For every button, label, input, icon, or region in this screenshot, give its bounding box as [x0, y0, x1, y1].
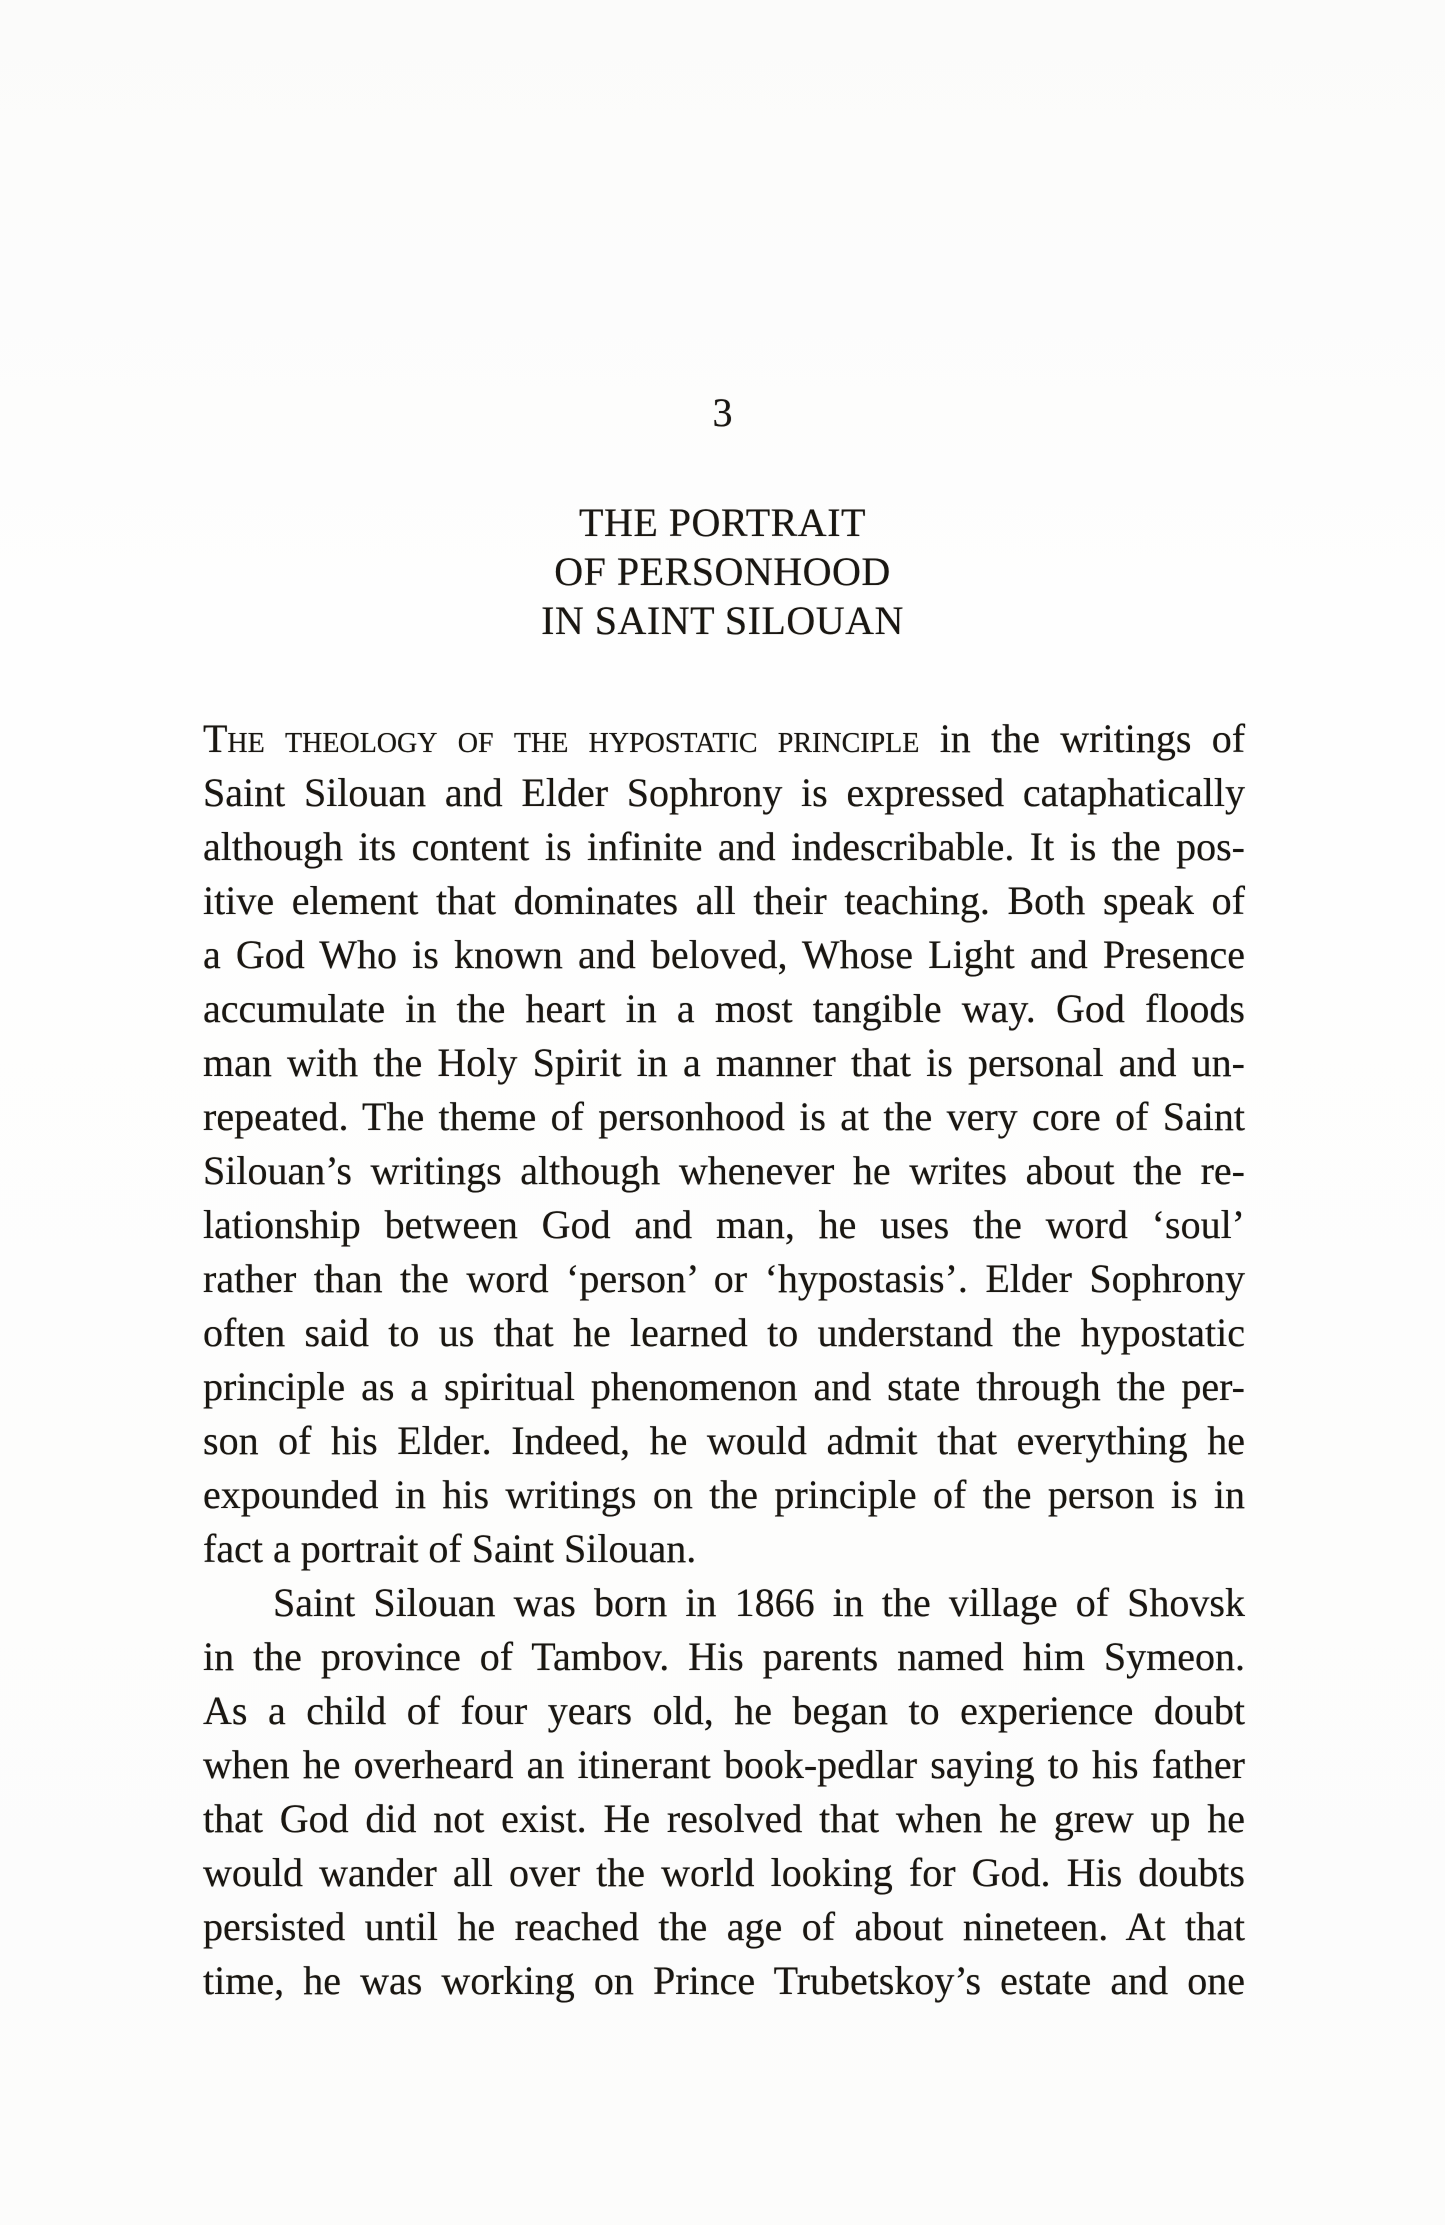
paragraph-2-indented-first-line: Saint Silouan was born in 1866 in the village of Shovsk: [273, 1580, 1245, 1625]
text-line: often said to us that he learned to understand the hypostatic: [203, 1310, 1245, 1355]
paragraph-1-last-line: fact a portrait of Saint Silouan.: [203, 1526, 697, 1571]
text-line: although its content is infinite and indescribable. It is the pos-: [203, 824, 1245, 869]
text-line: lationship between God and man, he uses the word ‘soul’: [203, 1202, 1245, 1247]
text-line: repeated. The theme of personhood is at the very core of Saint: [203, 1094, 1245, 1139]
chapter-title-line: THE PORTRAIT: [579, 500, 866, 545]
text-line: that God did not exist. He resolved that when he grew up he: [203, 1796, 1245, 1841]
text-line: Silouan’s writings although whenever he writes about the re-: [203, 1148, 1245, 1193]
chapter-title-line: OF PERSONHOOD: [554, 549, 891, 594]
chapter-title-line: IN SAINT SILOUAN: [541, 598, 904, 643]
text-line: Saint Silouan and Elder Sophrony is expressed cataphatically: [203, 770, 1245, 815]
paragraph-2-lines: [203, 1630, 1245, 2008]
text-line: rather than the word ‘person’ or ‘hypostasis’. Elder Sophrony: [203, 1256, 1245, 1301]
text-line: persisted until he reached the age of about nineteen. At that: [203, 1904, 1245, 1949]
chapter-title: [0, 498, 1445, 645]
text-line: expounded in his writings on the principle of the person is in: [203, 1472, 1245, 1517]
paragraph-2: [203, 1576, 1245, 2008]
small-caps-lead: The theology of the hypostatic principle: [203, 716, 920, 761]
paragraph-opening-line: [203, 712, 1245, 766]
text-line: accumulate in the heart in a most tangible way. God floods: [203, 986, 1245, 1031]
text-line: man with the Holy Spirit in a manner that is personal and un-: [203, 1040, 1245, 1085]
paragraph-1: [203, 712, 1245, 1576]
paragraph-1-lines: [203, 766, 1245, 1522]
text-line: itive element that dominates all their teaching. Both speak of: [203, 878, 1245, 923]
text-line: when he overheard an itinerant book-pedlar saying to his father: [203, 1742, 1245, 1787]
text-line: principle as a spiritual phenomenon and state through the per-: [203, 1364, 1245, 1409]
text-line: a God Who is known and beloved, Whose Light and Presence: [203, 932, 1245, 977]
text-line: time, he was working on Prince Trubetskoy’s estate and one: [203, 1958, 1245, 2003]
body-text: [203, 712, 1245, 2008]
text-line: son of his Elder. Indeed, he would admit that everything he: [203, 1418, 1245, 1463]
text-line: As a child of four years old, he began to experience doubt: [203, 1688, 1245, 1733]
page-number: 3: [712, 390, 733, 435]
text-line: would wander all over the world looking for God. His doubts: [203, 1850, 1245, 1895]
opening-line-rest: in the writings of: [939, 716, 1246, 761]
text-line: in the province of Tambov. His parents named him Symeon.: [203, 1634, 1245, 1679]
